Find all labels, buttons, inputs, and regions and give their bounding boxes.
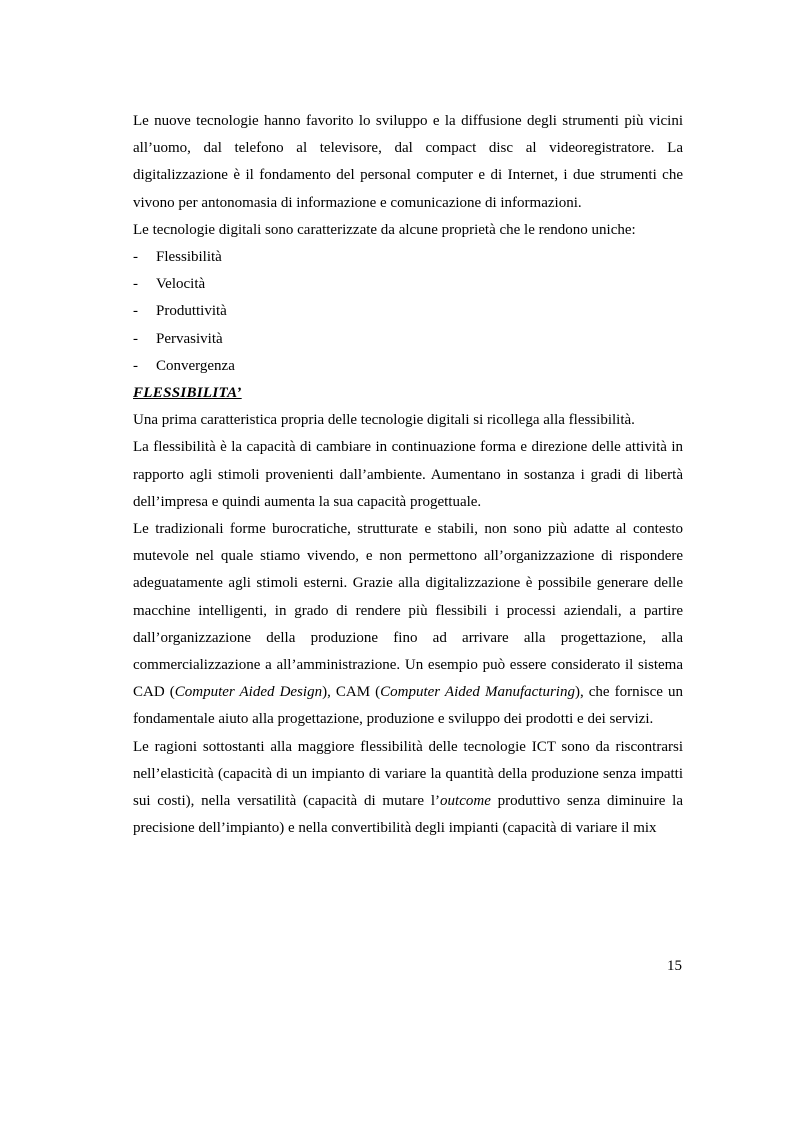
paragraph-first-characteristic: Una prima caratteristica propria delle tecnologie digitali si ricollega alla flessibilità. [133, 412, 635, 429]
list-item [133, 326, 683, 353]
italic-term-cam: Computer Aided Manufacturing [380, 684, 575, 701]
properties-list [133, 244, 683, 380]
text-run: Le ragioni sottostanti alla maggiore flessibilità delle tecnologie ICT sono da riscontrarsi nell’elasticità (capacità di un impianto di variare la quantità della produzione senza impatti sui costi), nella versatilità (capacità di mutare l’ [133, 738, 683, 810]
list-dash: - [133, 303, 138, 320]
list-item-label: Convergenza [156, 357, 235, 374]
paragraph-properties: Le tecnologie digitali sono caratterizzate da alcune proprietà che le rendono uniche: [133, 221, 636, 238]
list-item [133, 298, 683, 325]
paragraph-flexibility-definition: La flessibilità è la capacità di cambiare in continuazione forma e direzione delle attività in rapporto agli stimoli provenienti dall’ambiente. Aumentano in sostanza i gradi di libertà dell’impresa e quindi aumenta la sua capacità progettuale. [133, 439, 683, 510]
paragraph-ict-reasons [133, 734, 683, 843]
body-text [133, 108, 683, 842]
list-item [133, 353, 683, 380]
italic-term-outcome: outcome [440, 793, 491, 810]
text-run: Le tradizionali forme burocratiche, strutturate e stabili, non sono più adatte al contesto mutevole nel quale stiamo vivendo, e non permettono all’organizzazione di rispondere adeguatamente agli stimoli esterni. Grazie alla digitalizzazione è possibile generare delle macchine intelligenti, in grado di rendere più flessibili i processi aziendali, a partire dall’organizzazione della produzione fino ad arrivare alla progettazione, alla commercializzazione a all’amministrazione. Un esempio può essere considerato il sistema CAD ( [133, 521, 683, 701]
page-number: 15 [667, 958, 682, 974]
paragraph-bureaucratic-forms [133, 516, 683, 734]
list-item [133, 271, 683, 298]
list-item-label: Produttività [156, 303, 227, 320]
list-dash: - [133, 330, 138, 347]
list-dash: - [133, 276, 138, 293]
list-item [133, 244, 683, 271]
text-run: ), CAM ( [322, 684, 381, 701]
list-item-label: Flessibilità [156, 249, 222, 266]
section-heading: FLESSIBILITA’ [133, 385, 242, 402]
list-item-label: Pervasività [156, 330, 223, 347]
italic-term-cad: Computer Aided Design [174, 684, 323, 701]
text-run: ), che fornisce un fondamentale aiuto alla progettazione, produzione e sviluppo dei prodotti e dei servizi. [133, 684, 684, 728]
list-dash: - [133, 357, 138, 374]
paragraph-intro: Le nuove tecnologie hanno favorito lo sviluppo e la diffusione degli strumenti più vicini all’uomo, dal telefono al televisore, dal compact disc al videoregistratore. La digitalizzazione è il fondamento del personal computer e di Internet, i due strumenti che vivono per antonomasia di informazione e comunicazione di informazioni. [133, 113, 683, 211]
list-item-label: Velocità [156, 276, 206, 293]
list-dash: - [133, 249, 138, 266]
text-run: produttivo senza diminuire la precisione dell’impianto) e nella convertibilità degli impianti (capacità di variare il mix [133, 793, 683, 837]
